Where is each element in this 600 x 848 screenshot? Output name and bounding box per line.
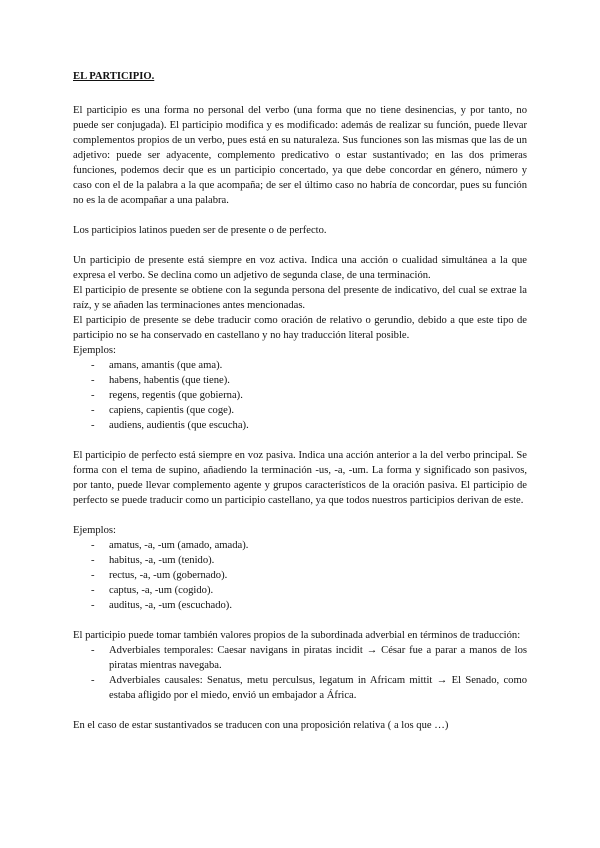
- list-item: - rectus, -a, -um (gobernado).: [73, 568, 527, 583]
- perfect-examples-label: Ejemplos:: [73, 525, 116, 536]
- types-paragraph: Los participios latinos pueden ser de presente o de perfecto.: [73, 225, 327, 236]
- list-item: - Adverbiales causales: Senatus, metu perculsus, legatum in Africam mittit → El Senado, como estaba afligido por el miedo, envió un embajador a África.: [73, 673, 527, 703]
- present-paragraph-3: El participio de presente se debe traducir como oración de relativo o gerundio, debido a que este tipo de participio no se ha conservado en castellano y no hay traducción literal posible.: [73, 315, 527, 341]
- page-title: EL PARTICIPIO.: [73, 71, 155, 82]
- adverbial-list: [73, 643, 527, 703]
- intro-paragraph: El participio es una forma no personal del verbo (una forma que no tiene desinencias, y por tanto, no puede ser conjugada). El participio modifica y es modificado: además de realizar su función, puede llevar complementos propios de un verbo, pues está en su naturaleza. Sus funciones son las mismas que las de un adjetivo: puede ser adyacente, complemento predicativo o estar sustantivado; en las dos primeras funciones, podemos decir que es un participio concertado, ya que debe concordar en género, número y caso con el de la palabra a la que acompaña; de ser el último caso no habría de concordar, pues su función no es la de acompañar a una palabra.: [73, 105, 527, 206]
- closing-paragraph: En el caso de estar sustantivados se traducen con una proposición relativa ( a los que …): [73, 720, 449, 731]
- perfect-paragraph: El participio de perfecto está siempre en voz pasiva. Indica una acción anterior a la del verbo principal. Se forma con el tema de supino, añadiendo la terminación -us, -a, -um. La forma y significado son pasivos, por tanto, puede llevar complemento agente y grupos característicos de la oración pasiva. El participio de perfecto se puede traducir como un participio castellano, ya que todos nuestros participios derivan de este.: [73, 450, 527, 506]
- list-item: - habitus, -a, -um (tenido).: [73, 553, 527, 568]
- list-item: - Adverbiales temporales: Caesar navigans in piratas incidit → César fue a parar a manos de los piratas mientras navegaba.: [73, 643, 527, 673]
- present-examples-list: [73, 358, 527, 433]
- list-item: - amatus, -a, -um (amado, amada).: [73, 538, 527, 553]
- adverbial-paragraph: El participio puede tomar también valores propios de la subordinada adverbial en términos de traducción:: [73, 630, 521, 641]
- list-item: - regens, regentis (que gobierna).: [73, 388, 527, 403]
- present-paragraph-1: Un participio de presente está siempre en voz activa. Indica una acción o cualidad simultánea a la que expresa el verbo. Se declina como un adjetivo de segunda clase, de una terminación.: [73, 255, 527, 281]
- perfect-examples-list: [73, 538, 527, 613]
- list-item: - amans, amantis (que ama).: [73, 358, 527, 373]
- present-examples-label: Ejemplos:: [73, 345, 116, 356]
- list-item: - capiens, capientis (que coge).: [73, 403, 527, 418]
- list-item: - habens, habentis (que tiene).: [73, 373, 527, 388]
- list-item: - audiens, audientis (que escucha).: [73, 418, 527, 433]
- list-item: - captus, -a, -um (cogido).: [73, 583, 527, 598]
- list-item: - auditus, -a, -um (escuchado).: [73, 598, 527, 613]
- present-paragraph-2: El participio de presente se obtiene con la segunda persona del presente de indicativo, del cual se extrae la raíz, y se añaden las terminaciones antes mencionadas.: [73, 285, 527, 311]
